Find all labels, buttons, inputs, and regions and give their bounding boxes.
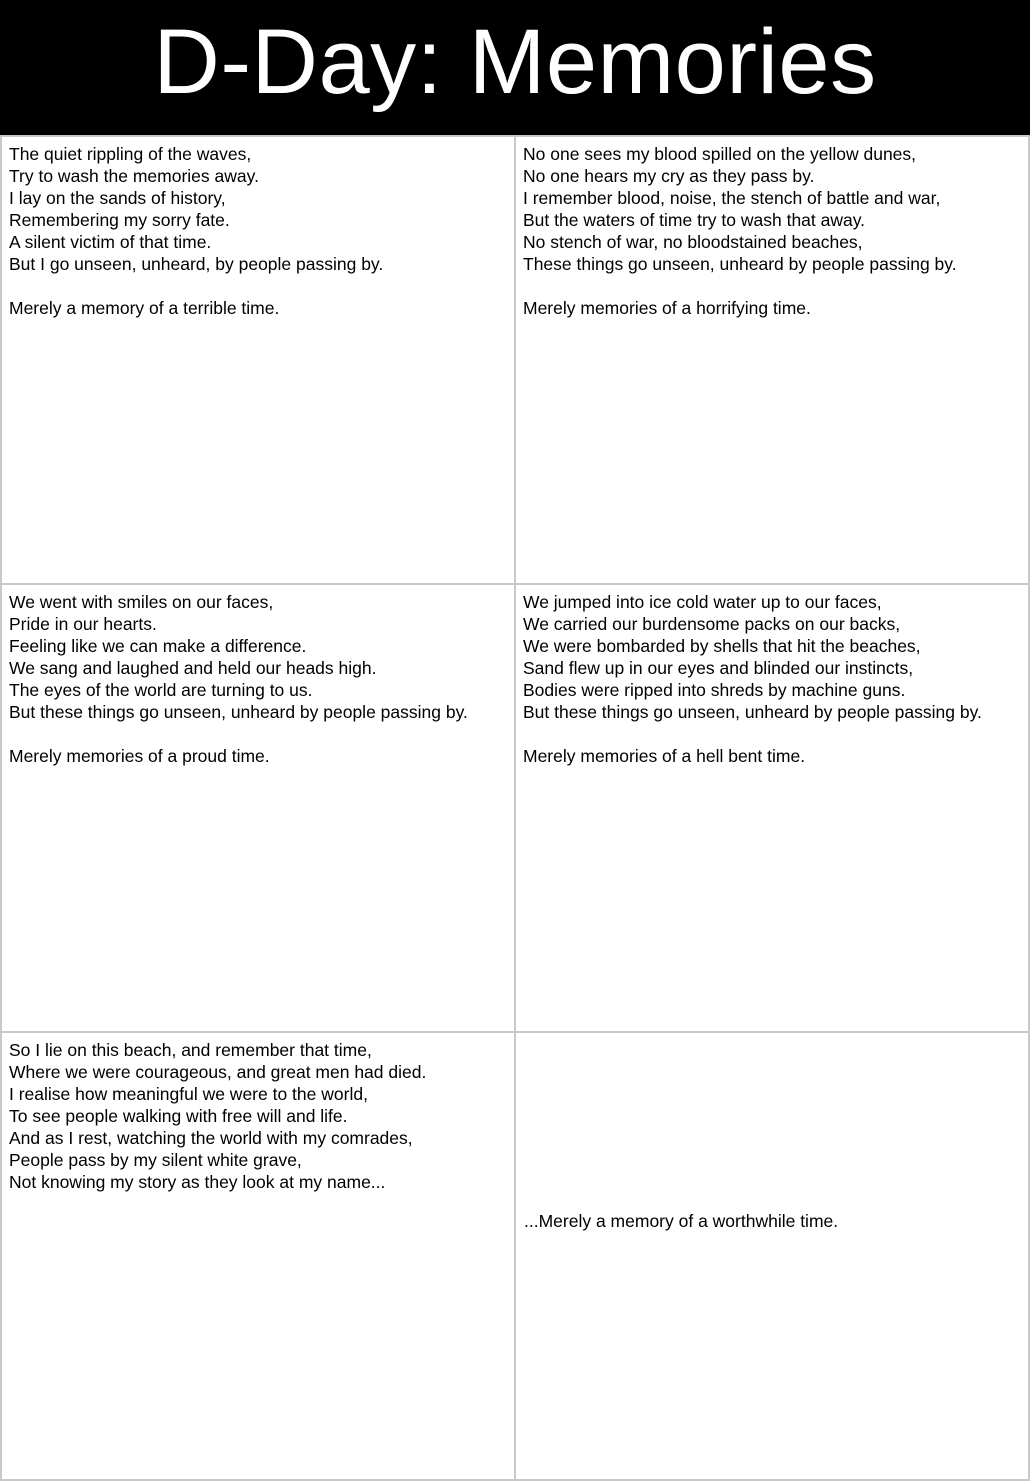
- refrain-line: Merely a memory of a terrible time.: [9, 298, 280, 318]
- poem-line: We jumped into ice cold water up to our faces,: [523, 592, 882, 612]
- poem-line: These things go unseen, unheard by people passing by.: [523, 254, 957, 274]
- poem-line: We sang and laughed and held our heads high.: [9, 658, 377, 678]
- poem-line: The eyes of the world are turning to us.: [9, 680, 313, 700]
- poem-line: No one hears my cry as they pass by.: [523, 166, 815, 186]
- closing-line: ...Merely a memory of a worthwhile time.: [524, 1211, 839, 1231]
- stanza-gap: [523, 275, 1028, 297]
- stanza-cell-3: [0, 583, 515, 1031]
- stanza-gap: [9, 723, 515, 745]
- poem-line: The quiet rippling of the waves,: [9, 144, 252, 164]
- poem-line: Feeling like we can make a difference.: [9, 636, 307, 656]
- poem-line: Sand flew up in our eyes and blinded our instincts,: [523, 658, 914, 678]
- poem-line: A silent victim of that time.: [9, 232, 212, 252]
- poem-line: I remember blood, noise, the stench of battle and war,: [523, 188, 941, 208]
- stanza-cell-1: [0, 135, 515, 583]
- stanza-cell-5: [0, 1031, 515, 1481]
- poem-grid: [0, 135, 1030, 1481]
- poem-line: But these things go unseen, unheard by people passing by.: [523, 702, 982, 722]
- poem-line: Remembering my sorry fate.: [9, 210, 230, 230]
- poem-line: People pass by my silent white grave,: [9, 1150, 302, 1170]
- page-title: D-Day: Memories: [153, 10, 877, 113]
- poem-line: Bodies were ripped into shreds by machine guns.: [523, 680, 906, 700]
- poem-line: We went with smiles on our faces,: [9, 592, 274, 612]
- poem-line: We were bombarded by shells that hit the beaches,: [523, 636, 921, 656]
- poem-line: Try to wash the memories away.: [9, 166, 259, 186]
- poem-line: No one sees my blood spilled on the yellow dunes,: [523, 144, 917, 164]
- title-banner: [0, 0, 1030, 135]
- stanza-cell-4: [514, 583, 1030, 1031]
- stanza-cell-2: [514, 135, 1030, 583]
- stanza-cell-6: [514, 1031, 1030, 1481]
- poem-line: But these things go unseen, unheard by people passing by.: [9, 702, 468, 722]
- poem-line: Where we were courageous, and great men had died.: [9, 1062, 427, 1082]
- poem-line: So I lie on this beach, and remember that time,: [9, 1040, 372, 1060]
- stanza-gap: [9, 275, 515, 297]
- poem-line: But the waters of time try to wash that away.: [523, 210, 866, 230]
- stanza-gap: [523, 723, 1028, 745]
- refrain-line: Merely memories of a hell bent time.: [523, 746, 806, 766]
- poem-line: We carried our burdensome packs on our backs,: [523, 614, 901, 634]
- poem-line: Not knowing my story as they look at my name...: [9, 1172, 386, 1192]
- poem-line: I realise how meaningful we were to the world,: [9, 1084, 368, 1104]
- refrain-line: Merely memories of a horrifying time.: [523, 298, 811, 318]
- refrain-line: Merely memories of a proud time.: [9, 746, 270, 766]
- poem-line: I lay on the sands of history,: [9, 188, 226, 208]
- poem-line: And as I rest, watching the world with my comrades,: [9, 1128, 413, 1148]
- poem-line: To see people walking with free will and life.: [9, 1106, 348, 1126]
- poem-line: No stench of war, no bloodstained beaches,: [523, 232, 863, 252]
- poem-line: Pride in our hearts.: [9, 614, 157, 634]
- poem-line: But I go unseen, unheard, by people passing by.: [9, 254, 384, 274]
